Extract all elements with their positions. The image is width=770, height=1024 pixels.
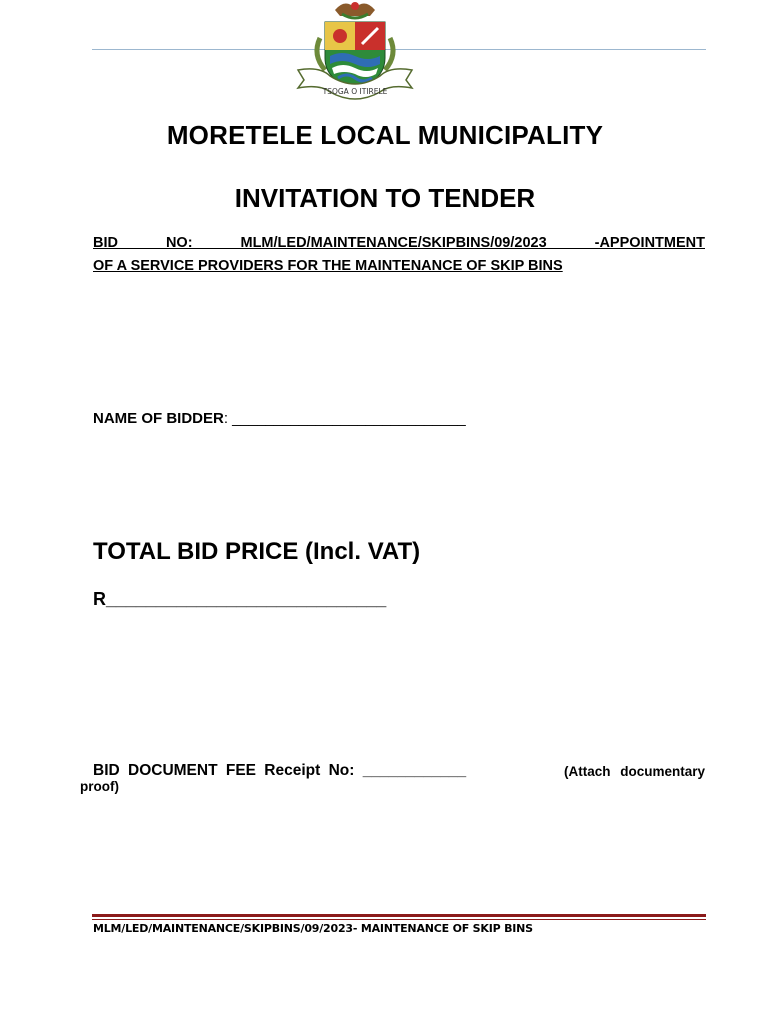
bidder-separator: :: [223, 410, 229, 427]
fee-note: (Attach documentary: [563, 764, 705, 779]
fee-receipt-field[interactable]: BID DOCUMENT FEE Receipt No: ____________: [93, 762, 467, 779]
bidder-label: NAME OF BIDDER: [93, 410, 224, 427]
municipal-coat-of-arms-icon: [290, 0, 420, 108]
bid-description-line: OF A SERVICE PROVIDERS FOR THE MAINTENANCE OF SKIP BINS: [93, 258, 563, 274]
motto-text: TSOGA O ITIRELE: [322, 87, 388, 96]
total-bid-price-field[interactable]: R____________________________: [93, 589, 387, 609]
footer-text: MLM/LED/MAINTENANCE/SKIPBINS/09/2023- MAINTENANCE OF SKIP BINS: [93, 922, 533, 935]
footer-rule: [92, 914, 706, 920]
page-title: MORETELE LOCAL MUNICIPALITY: [166, 120, 604, 150]
bid-number-line: BID NO: MLM/LED/MAINTENANCE/SKIPBINS/09/2023 -APPOINTMENT: [93, 235, 705, 251]
bidder-blank[interactable]: ____________________________: [228, 410, 466, 427]
total-bid-price-heading: TOTAL BID PRICE (Incl. VAT): [93, 538, 421, 565]
name-of-bidder-field[interactable]: [93, 410, 466, 427]
bid-document-fee-row: [93, 762, 705, 782]
fee-note-continued: proof): [80, 779, 119, 794]
document-subtitle: INVITATION TO TENDER: [234, 183, 536, 213]
